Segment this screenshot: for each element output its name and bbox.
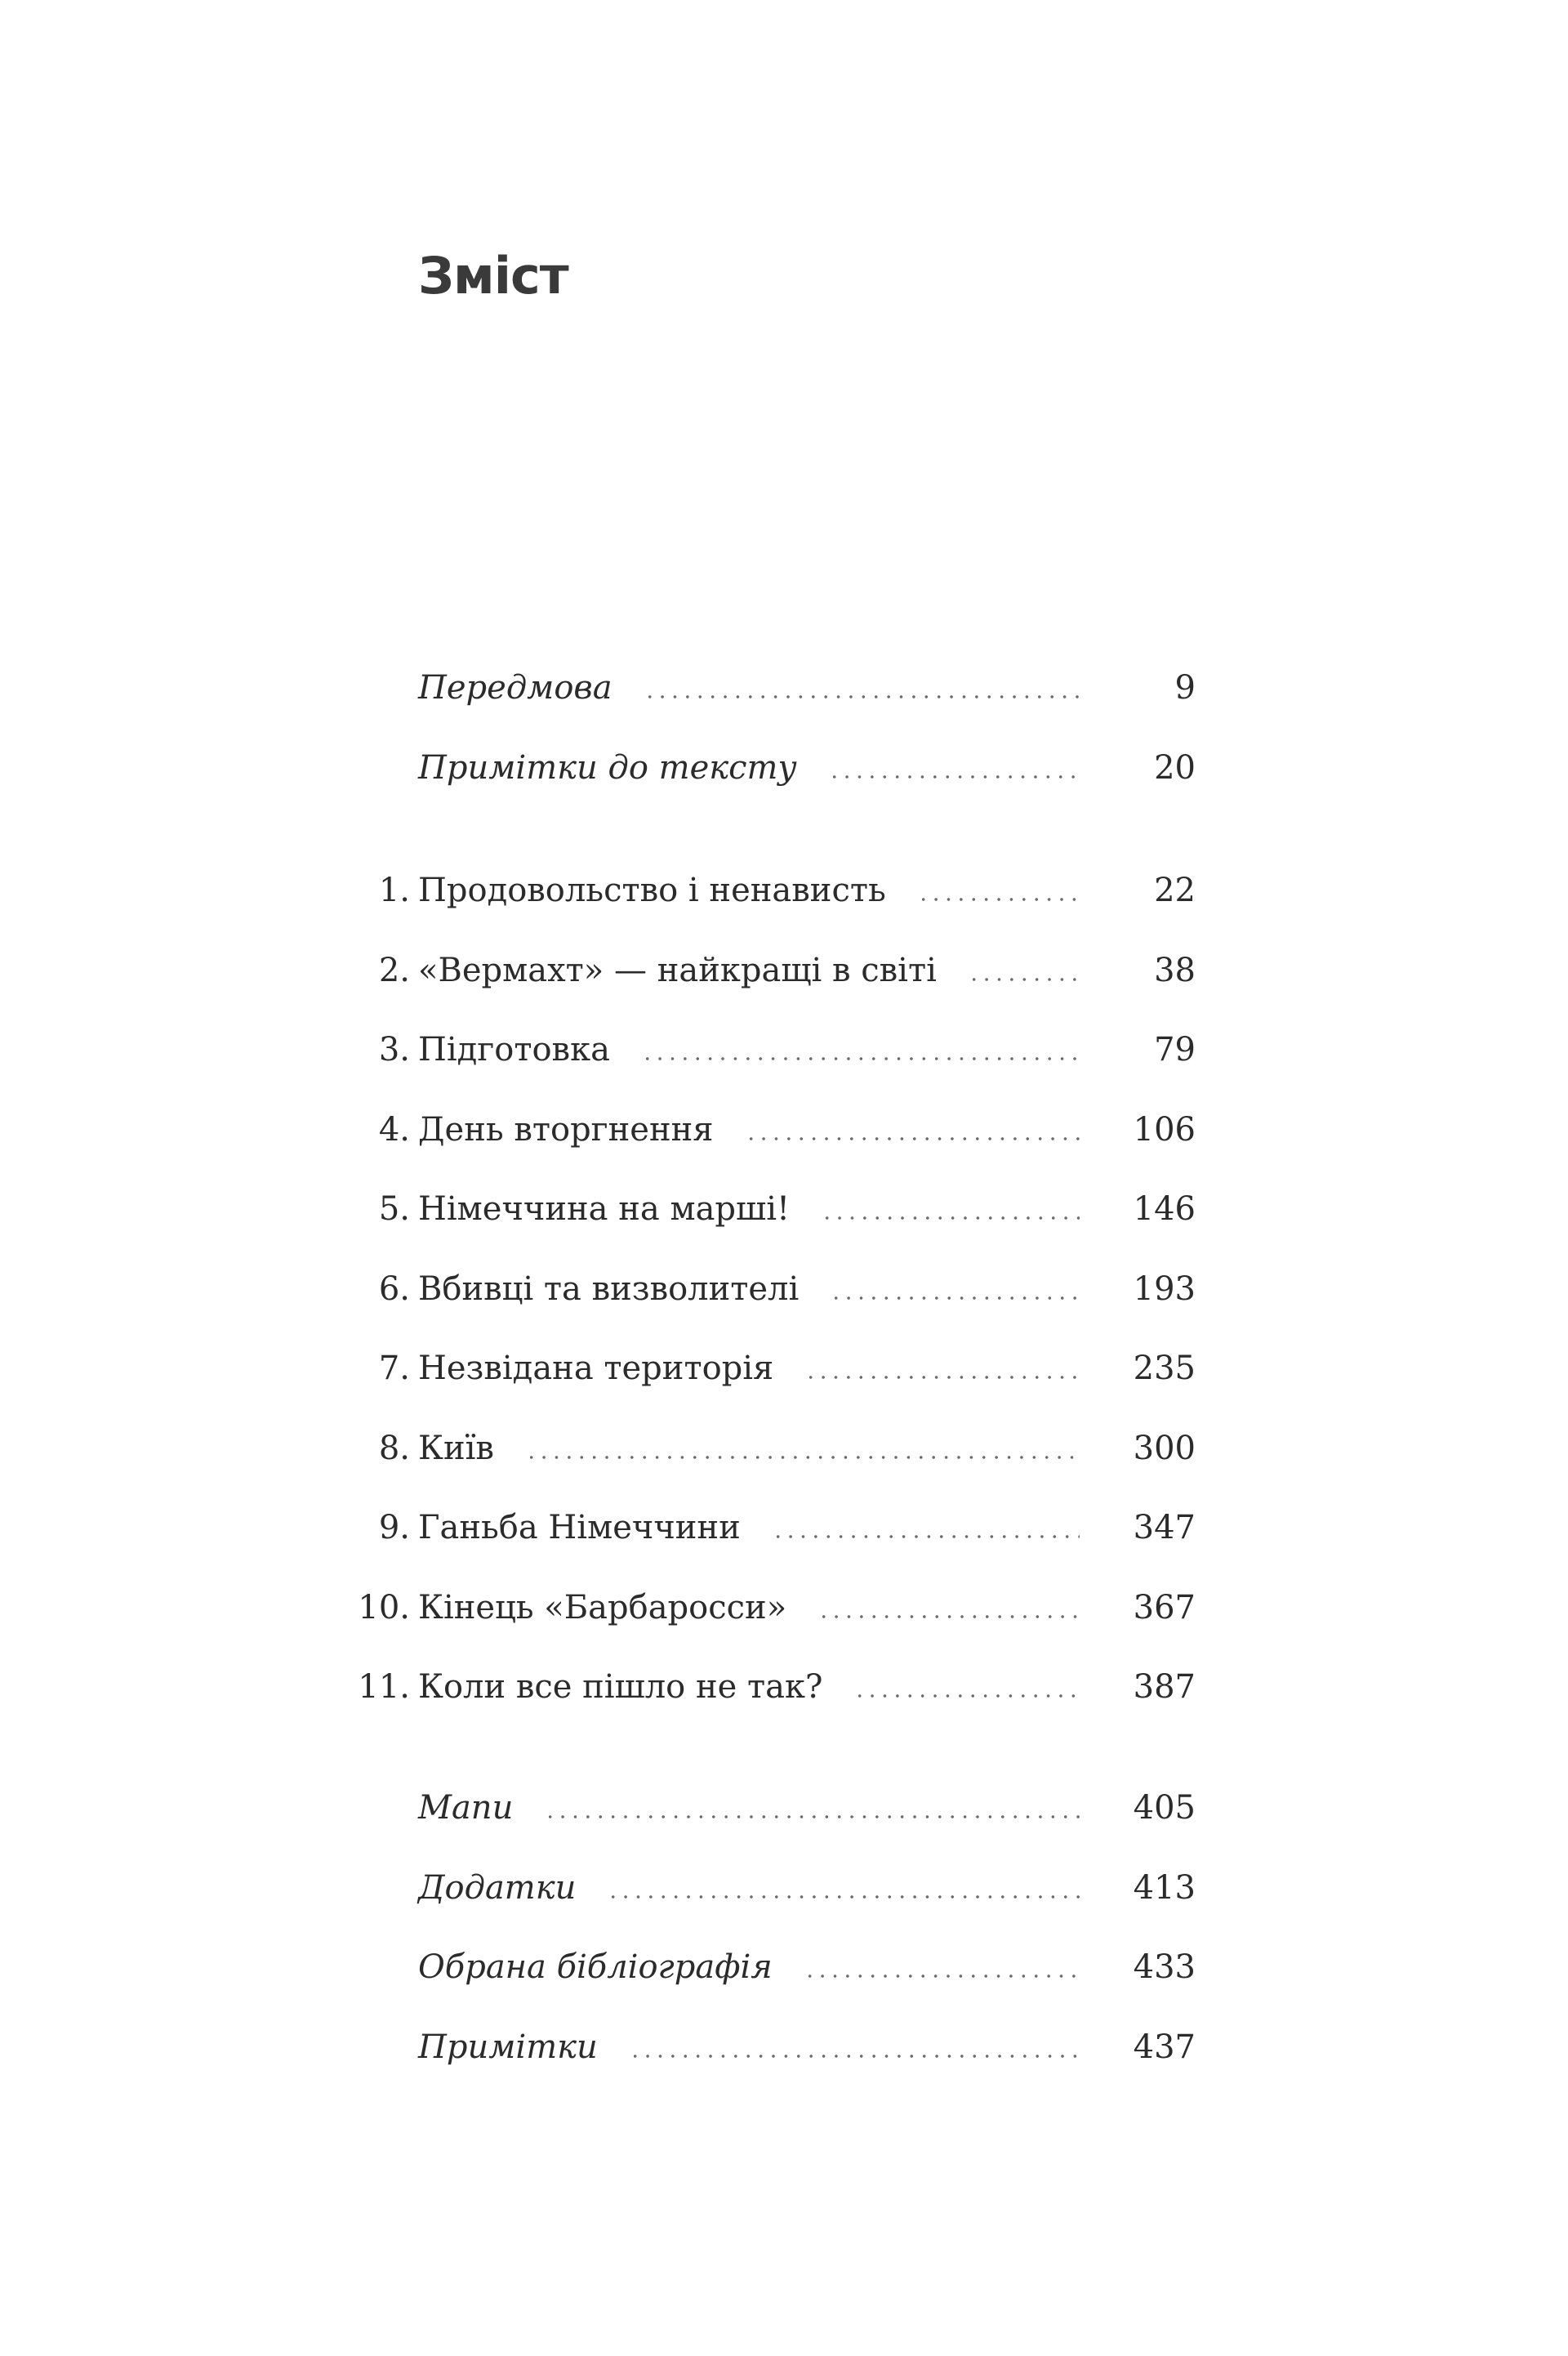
dot-leader	[853, 1694, 1080, 1698]
chapter-number: 3.	[378, 1031, 410, 1069]
toc-entry-page: 235	[1133, 1350, 1196, 1387]
dot-leader	[544, 1815, 1080, 1818]
front-matter-section	[0, 669, 1568, 831]
toc-entry-page: 300	[1133, 1429, 1196, 1467]
toc-entry-page: 79	[1154, 1031, 1196, 1069]
toc-entry-maps[interactable]	[0, 1789, 1568, 1872]
toc-entry-label: Незвідана територія	[418, 1350, 774, 1387]
toc-entry-notes[interactable]	[0, 2028, 1568, 2111]
chapter-number: 8.	[378, 1429, 410, 1467]
toc-entry-label: Примітки	[418, 2028, 598, 2066]
dot-leader	[641, 1057, 1080, 1060]
toc-entry-label: Вбивці та визволителі	[418, 1269, 800, 1308]
page-title: Зміст	[418, 245, 568, 306]
toc-entry-bibliography[interactable]	[0, 1948, 1568, 2031]
dot-leader	[644, 695, 1080, 698]
toc-entry-chapter[interactable]	[0, 1588, 1568, 1671]
chapter-number: 1.	[378, 872, 410, 909]
toc-entry-page: 38	[1154, 951, 1196, 989]
dot-leader	[607, 1895, 1080, 1899]
toc-entry-chapter[interactable]	[0, 1429, 1568, 1512]
toc-entry-label: Продовольство і ненависть	[418, 872, 886, 909]
toc-entry-preface[interactable]	[0, 669, 1568, 752]
toc-entry-label: Передмова	[418, 669, 612, 707]
toc-entry-page: 437	[1133, 2028, 1196, 2066]
dot-leader	[968, 978, 1080, 981]
dot-leader	[745, 1137, 1080, 1140]
toc-entry-label: Обрана бібліографія	[418, 1948, 773, 1986]
chapter-number: 9.	[378, 1509, 410, 1546]
dot-leader	[525, 1456, 1080, 1459]
toc-entry-page: 193	[1133, 1269, 1196, 1308]
dot-leader	[817, 1615, 1080, 1618]
toc-entry-chapter[interactable]	[0, 1352, 1568, 1432]
dot-leader	[772, 1535, 1080, 1538]
toc-entry-page: 413	[1133, 1868, 1196, 1907]
toc-entry-page: 347	[1133, 1509, 1196, 1546]
toc-entry-label: Німеччина на марші!	[418, 1190, 791, 1228]
toc-entry-chapter[interactable]	[0, 1511, 1568, 1591]
chapter-number: 4.	[378, 1110, 410, 1149]
dot-leader	[821, 1216, 1080, 1220]
toc-entry-chapter[interactable]	[0, 874, 1568, 954]
toc-entry-label: Додатки	[418, 1868, 577, 1907]
dot-leader	[917, 898, 1080, 901]
toc-entry-appendices[interactable]	[0, 1868, 1568, 1952]
chapter-number: 10.	[358, 1588, 410, 1626]
toc-entry-label: «Вермахт» — найкращі в світі	[418, 951, 937, 989]
toc-entry-chapter[interactable]	[0, 951, 1568, 1034]
toc-entry-page: 433	[1133, 1948, 1196, 1986]
toc-entry-chapter[interactable]	[0, 1269, 1568, 1353]
chapter-number: 7.	[378, 1350, 410, 1387]
dot-leader	[804, 1376, 1080, 1379]
toc-entry-page: 106	[1133, 1110, 1196, 1149]
toc-entry-chapter[interactable]	[0, 1190, 1568, 1273]
back-matter-section	[0, 1789, 1568, 2110]
toc-entry-page: 9	[1174, 669, 1196, 707]
toc-entry-label: Коли все пішло не так?	[418, 1668, 823, 1706]
chapters-section	[0, 874, 1568, 1751]
chapter-number: 11.	[358, 1668, 410, 1706]
chapter-number: 6.	[378, 1269, 410, 1308]
toc-entry-chapter[interactable]	[0, 1668, 1568, 1751]
toc-entry-page: 367	[1133, 1588, 1196, 1626]
toc-entry-label: День вторгнення	[418, 1110, 714, 1149]
toc-entry-page: 20	[1154, 748, 1196, 787]
toc-entry-page: 387	[1133, 1668, 1196, 1706]
toc-entry-label: Київ	[418, 1429, 494, 1467]
dot-leader	[804, 1974, 1080, 1978]
toc-entry-label: Ганьба Німеччини	[418, 1509, 741, 1546]
toc-entry-label: Кінець «Барбаросси»	[418, 1588, 787, 1626]
toc-entry-label: Примітки до тексту	[418, 748, 797, 787]
toc-entry-label: Мапи	[418, 1789, 514, 1827]
toc-entry-chapter[interactable]	[0, 1033, 1568, 1113]
chapter-number: 5.	[378, 1190, 410, 1228]
dot-leader	[828, 775, 1080, 779]
toc-entry-page: 22	[1154, 872, 1196, 909]
dot-leader	[629, 2055, 1080, 2058]
toc-entry-text-notes[interactable]	[0, 748, 1568, 832]
toc-entry-page: 405	[1133, 1789, 1196, 1827]
toc-entry-label: Підготовка	[418, 1031, 610, 1069]
toc-entry-chapter[interactable]	[0, 1110, 1568, 1194]
dot-leader	[830, 1296, 1080, 1300]
toc-entry-page: 146	[1133, 1190, 1196, 1228]
chapter-number: 2.	[378, 951, 410, 989]
